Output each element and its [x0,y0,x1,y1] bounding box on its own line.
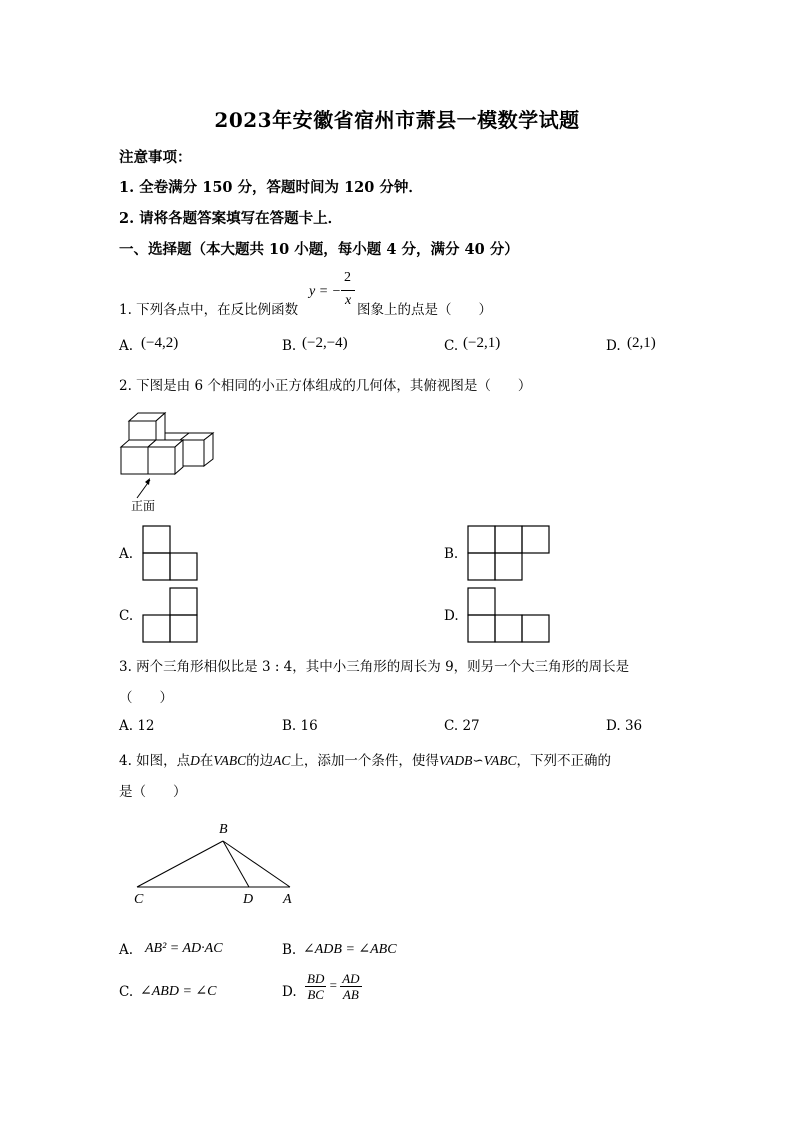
q3-line1: 3. 两个三角形相似比是 3 : 4，其中小三角形的周长为 9，则另一个大三角形的周长是 [119,659,630,675]
q4-option-b-value: ∠ADB = ∠ABC [303,942,397,957]
q3-option-c-value: 27 [462,718,480,734]
q4-similar-triangles: VADB∽VABC [438,753,517,768]
q4-option-c-value: ∠ABD = ∠C [140,984,217,999]
q4-option-b-letter: B. [282,942,297,958]
q2-option-d-figure [467,587,553,645]
q3-option-d-letter: D. [606,718,621,734]
q3-option-b-value: 16 [300,718,318,734]
q3-option-b [282,718,318,734]
q1-suffix: 图象上的点是（ ） [357,302,492,318]
q1-function-denominator: x [345,293,352,308]
page-title: 2023年安徽省宿州市萧县一模数学试题 [214,108,580,132]
q2-option-b-figure [467,525,553,583]
q2-option-a-figure [142,525,200,583]
q2-front-label: 正面 [131,499,156,513]
q1-option-c-letter: C. [444,338,459,354]
q2-option-d-letter: D. [444,608,459,624]
section-heading: 一、选择题（本大题共 10 小题，每小题 4 分，满分 40 分） [119,241,519,258]
q3-option-a [119,718,155,734]
q4-line2: 是（ ） [119,784,187,800]
q4-text-4: 上，添加一个条件，使得 [290,753,439,769]
q1-prefix: 1. 下列各点中，在反比例函数 [119,302,299,318]
q4-triangle-figure [130,835,300,895]
q3-option-a-value: 12 [137,718,155,734]
q1-option-b-letter: B. [282,338,297,354]
q1-option-c: (−2,1) [463,335,501,351]
q4-option-a-value: AB² = AD·AC [145,941,223,956]
q3-option-d-value: 36 [624,718,643,734]
q1-option-a-letter: A. [119,338,134,354]
q1-option-a: (−4,2) [141,335,179,351]
q4-text-3: 的边 [246,753,274,769]
q3-option-d [606,718,642,734]
q2-option-c-letter: C. [119,608,134,624]
q1-option-d-letter: D. [606,338,621,354]
q4-option-a-letter: A. [119,942,134,958]
q3-option-a-letter: A. [119,718,134,734]
q3-option-c-letter: C. [444,718,459,734]
notice-item-1: 1. 全卷满分 150 分，答题时间为 120 分钟． [119,179,423,196]
q4-line1 [119,749,611,769]
q3-option-b-letter: B. [282,718,297,734]
q3-option-c [444,718,480,734]
notice-heading: 注意事项： [119,149,192,166]
q4-text-2: 在 [199,753,214,769]
q4-point-d: D [190,753,200,768]
q1-function-lhs: y = − [309,284,342,299]
q4-triangle-abc: VABC [213,753,247,768]
q4-option-d-den2: AB [342,987,359,1002]
q1-option-b: (−2,−4) [302,335,348,351]
notice-item-2: 2. 请将各题答案填写在答题卡上． [119,210,343,227]
q4-option-d-num2: AD [342,971,360,986]
q3-line2: （ ） [119,690,173,706]
q4-option-d-equals: = [329,977,337,993]
q2-option-c-figure [142,587,200,645]
q4-text-1: 4. 如图，点 [119,753,191,769]
q4-side-ac: AC [273,753,291,768]
q4-label-c: C [134,892,144,907]
q4-label-a: A [283,892,292,907]
q1-option-d: (2,1) [627,335,656,351]
q4-option-d-den1: BC [307,987,324,1002]
q2-option-a-letter: A. [119,546,134,562]
q1-function-numerator: 2 [344,270,351,285]
q4-label-d: D [243,892,254,907]
q4-text-5: ，下列不正确的 [516,753,611,769]
q4-option-d-letter: D. [282,984,297,1000]
q2-option-b-letter: B. [444,546,459,562]
q4-option-c-letter: C. [119,984,134,1000]
q4-label-b: B [219,822,228,837]
q4-option-d-fraction-2 [340,971,361,1002]
q2-text: 2. 下图是由 6 个相同的小正方体组成的几何体，其俯视图是（ ） [119,378,532,394]
q4-option-d-num1: BD [307,971,325,986]
q1-fraction-bar [341,290,355,291]
q4-option-d-fraction-1 [305,971,326,1002]
q4-option-d-value [305,971,362,1002]
